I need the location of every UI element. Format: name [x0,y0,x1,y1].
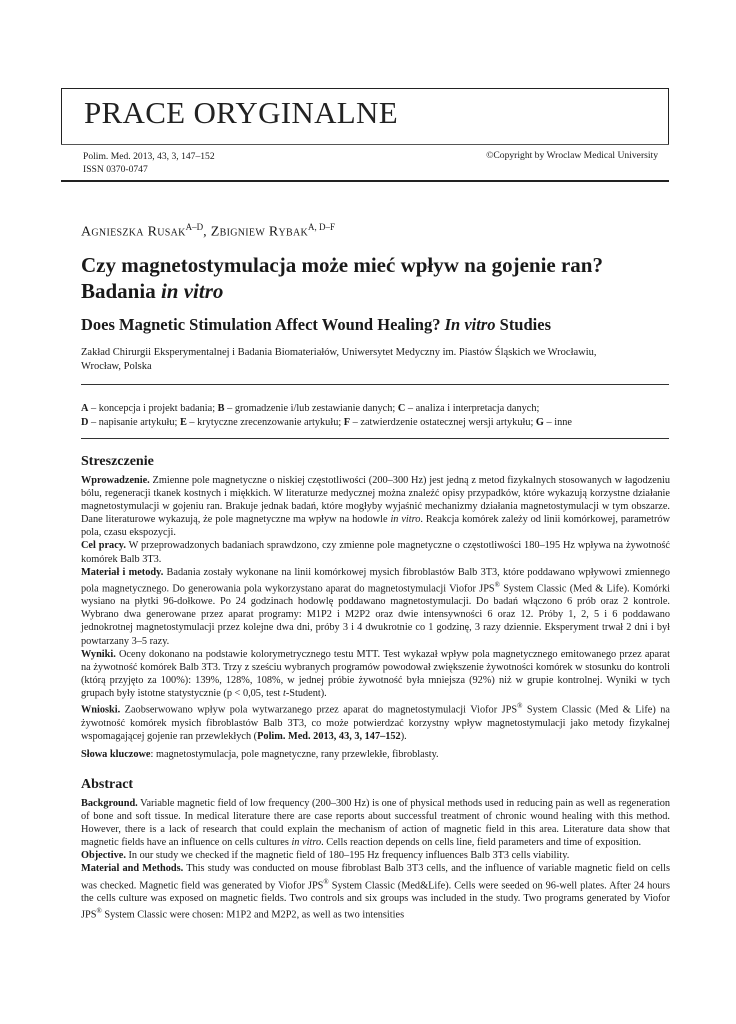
citation-bold: Polim. Med. 2013, 43, 3, 147–152 [257,730,401,742]
para-text: . Reakcja komórek zależy od linii komórkowej, parametrów pola, czasu ekspozycji. [81,514,671,539]
title-polish [81,252,671,304]
paragraph-wprowadzenie [81,474,670,539]
letter: F [343,416,351,428]
para-label: Cel pracy. [81,540,126,552]
keywords-label: Słowa kluczowe [81,749,151,760]
para-text: Badania zostały wykonane na linii komórkowej mysich fibroblastów Balb 3T3, które poddawano wpływowi zmiennego pola magnetycznego. Do generowania pola wykorzystano aparat do magnetostymulacji Viofor JPS [81,566,671,595]
affiliation-line: Zakład Chirurgii Eksperymentalnej i Badania Biomateriałów, Uniwersytet Medyczny im. Piastów Śląskich we Wrocławiu, [81,347,597,358]
text: – analiza i interpretacja danych; [405,403,540,414]
letter: A [81,403,89,414]
para-text: ). [400,730,407,742]
para-text: Zaobserwowano wpływ pola wytwarzanego przez aparat do magnetostymulacji Viofor JPS [120,704,518,716]
para-text: Variable magnetic field of low frequency (200–300 Hz) is one of physical methods used in reducing pain as well as regeneration of bone and soft tissue. In medical literature there are case reports about successful treatment of chronic wound healing with this method. However, there is a lack of research that could explain the mechanism of action of magnetic field in this area. Literature data show that magnetic fields have an influence on cells cultures [81,798,670,849]
paragraph-wyniki [81,648,670,700]
para-italic: in vitro [390,514,421,526]
para-italic: t [282,687,286,699]
title-italic: in vitro [160,279,224,303]
para-text: -Student). [285,687,327,699]
contribution-line [81,402,671,416]
para-label: Background. [81,798,138,809]
paragraph-methods [81,862,670,921]
para-text: System Classic (Med & Life) na żywotność komórek mysich fibroblastów Balb 3T3, co może potwierdzać korzystny wpływ magnetostymulacji jako metody fizykalnej wspomagającej gojenie ran przewlekłych ( [81,704,670,742]
para-text: System Classic (Med & Life). Komórki wysiano na płytki 96-dołkowe. Po 24 godzinach hodowlę poddawano magnetostymulacji. Do badań włączono 6 prób oraz 2 kontrole. Wybrano dwa generowane przez aparat programy: M1P2 i M2P2 oraz dwie intensywności 6 oraz 12. Próby 1, 2, 5 i 6 poddawano jednokrotnej magnetostymulacji przez kolejne dwa dni, próby 3 i 4 dwukrotnie co 1 godzinę, 3 razy dziennie. Eksperyment trwał 2 dni i był powtarzany 3–5 razy. [81,583,670,647]
affiliation [81,346,671,374]
text: – napisanie artykułu; [88,416,180,428]
paragraph-cel [81,539,670,565]
title-english [81,315,551,335]
title-line [81,278,671,304]
heading-streszczenie: Streszczenie [81,454,154,469]
title-text: Studies [495,315,551,334]
paragraph-wnioski [81,700,670,743]
para-label: Wnioski. [81,704,121,716]
author-name: Agnieszka Rusak [81,224,186,240]
para-text: In our study we checked if the magnetic field of 180–195 Hz frequency influences Balb 3T3 cells viability. [125,850,570,862]
affiliation-line: Wrocław, Polska [81,361,152,372]
title-italic: In vitro [444,315,496,334]
title-text: Badania [81,279,161,303]
letter: B [217,403,225,414]
text: – zatwierdzenie ostatecznej wersji artykułu; [350,416,536,428]
author-contribution: A–D [185,222,204,232]
keywords-text: : magnetostymulacja, pole magnetyczne, rany przewlekłe, fibroblasty. [150,749,439,760]
paragraph-objective [81,849,670,862]
text: – inne [543,416,572,428]
letter: D [81,416,89,428]
para-label: Material and Methods. [81,863,184,875]
contribution-line [81,416,671,430]
authors [81,222,335,241]
text: – krytyczne zrecenzowanie artykułu; [186,416,344,428]
paragraph-material [81,566,670,648]
letter: G [535,416,544,428]
para-italic: in vitro [291,837,322,849]
author-separator: , [203,224,211,240]
divider [81,438,669,439]
author-contribution: A, D–F [308,222,336,232]
registered-mark: ® [517,702,523,711]
para-text: Oceny dokonano na podstawie kolorymetrycznego testu MTT. Test wykazał wpływ pola magnetycznego emitowanego przez aparat na żywotność komórek Balb 3T3. Trzy z sześciu wybranych programów powodował zwiększenie żywotności komórek w stosunku do kontroli (którą przyjęto za 100%): 139%, 128%, 108%, w jednej próbie żywotność była mniejsza (92%) niż w grupie kontrolnej. Wyniki w tych grupach były istotne statystycznie (p < 0,05, test [81,648,670,699]
author-name: Zbigniew Rybak [210,224,309,240]
citation-block [83,150,215,176]
para-text: . Cells reaction depends on cells line, field parameters and time of exposition. [321,837,642,849]
para-text: System Classic (Med&Life). Cells were seeded on 96-well plates. After 24 hours the cells culture was exposed on magnetic fields. Two controls and six groups was included in the study. Two programs generated by Viofor JPS [81,879,670,921]
registered-mark: ® [323,877,329,886]
citation: Polim. Med. 2013, 43, 3, 147–152 [83,151,215,162]
para-text: System Classic were chosen: M1P2 and M2P2, as well as two intensities [101,909,405,921]
para-text: W przeprowadzonych badaniach sprawdzono, czy zmienne pole magnetyczne o częstotliwości 180–195 Hz wpływa na żywotność komórek Balb 3T3. [81,540,670,565]
banner-title: PRACE ORYGINALNE [84,95,398,130]
divider [81,384,669,385]
para-text: This study was conducted on mouse fibroblast Balb 3T3 cells, and the influence of variable magnetic field on cells was checked. Magnetic field was generated by Viofor JPS [81,863,670,891]
text: – koncepcja i projekt badania; [88,403,218,414]
abstract-body [81,797,670,922]
title-line: Czy magnetostymulacja może mieć wpływ na gojenie ran? [81,253,603,277]
para-label: Wyniki. [81,648,116,660]
streszczenie-body [81,474,670,743]
para-label: Wprowadzenie. [81,475,150,486]
registered-mark: ® [494,580,500,589]
keywords [81,748,670,761]
contribution-legend [81,402,671,429]
journal-meta [61,144,669,182]
copyright: ©Copyright by Wroclaw Medical University [486,150,658,161]
letter: C [397,403,406,414]
para-text: Zmienne pole magnetyczne o niskiej częstotliwości (200–300 Hz) jest jedną z metod fizykalnych stosowanych w łagodzeniu bólu, regeneracji tkanek kostnych i miękkich. W literaturze medycznej można znaleźć opisy przypadków, które wykazują korzystne działanie magnetostymulacji w gojeniu ran. Brakuje jednak badań, które mogłyby wyjaśnić mechanizmy działania magnetostymulacji w tym obszarze. Dane literaturowe wykazują, że pole magnetyczne ma wpływ na hodowle [81,475,670,526]
text: – gromadzenie i/lub zestawianie danych; [224,403,398,414]
title-text: Does Magnetic Stimulation Affect Wound Healing? [81,315,445,334]
issn: ISSN 0370-0747 [83,164,148,175]
para-label: Materiał i metody. [81,566,164,578]
section-banner [61,88,669,144]
heading-abstract: Abstract [81,777,134,792]
paragraph-background [81,797,670,849]
letter: E [179,416,187,428]
para-label: Objective. [81,850,126,862]
registered-mark: ® [96,907,102,916]
